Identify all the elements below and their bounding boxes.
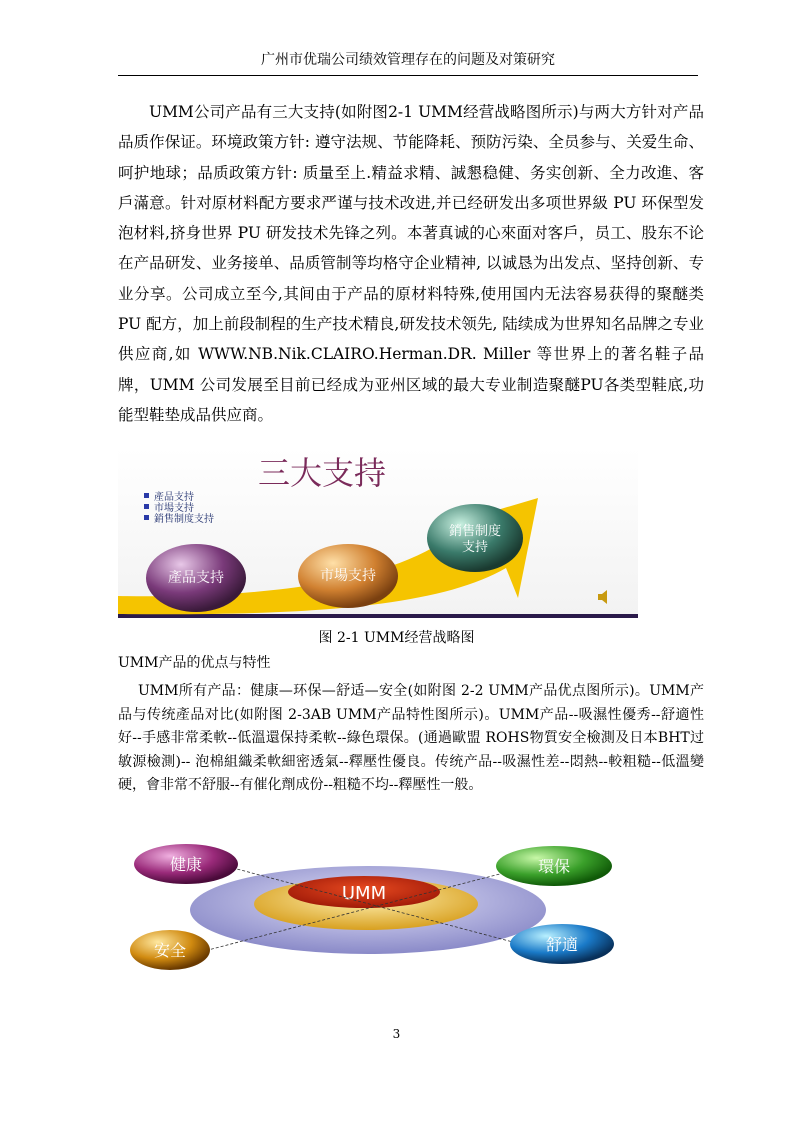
ball-label: 舒適 (545, 935, 579, 954)
strategy-diagram-svg (118, 448, 638, 618)
body-paragraph-1 (118, 97, 704, 430)
ball-label: 安全 (153, 941, 187, 960)
page-number: 3 (392, 1027, 401, 1041)
paragraph-text: UMM公司产品有三大支持(如附图2-1 UMM经营战略图所示)与两大方针对产品品质作保证。环境政策方针: 遵守法规、节能降耗、预防污染、全员参与、关爱生命、呵护地球；品质政策方针: 质量至上.精益求精、誠懇稳健、务实创新、全力改進、客戶滿意。针对原材料配方要求严谨与技术改进,并已经研发出多项世界級 PU 环保型发泡材料,挤身世界 PU 研发技术先锋之列。本著真诚的心來面对客戶，员工、股东不论在产品研发、业务接单、品质管制等均格守企业精神, 以诚恳为出发点、坚持创新、专业分享。公司成立至今,其间由于产品的原材料特殊,使用国内无法容易获得的聚醚类 PU 配方，加上前段制程的生产技术精良,研发技术领先, 陆续成为世界知名品牌之专业供应商,如 WWW.NB.Nik.CLAIRO.Herman.DR. Miller 等世界上的著名鞋子品牌，UMM 公司发展至目前已经成为亚州区域的最大专业制造聚醚PU各类型鞋底,功能型鞋垫成品供应商。 (118, 103, 704, 424)
figure1-title: 三大支持 (258, 454, 387, 492)
figure1-caption: 图 2-1 UMM经营战略图 (318, 630, 475, 646)
paragraph-text: UMM所有产品：健康—环保—舒适—安全(如附图 2-2 UMM产品优点图所示)。UMM产品与传统產品对比(如附图 2-3AB UMM产品特性图所示)。UMM产品--吸濕性優秀--舒適性好--手感非常柔軟--低溫還保持柔軟--綠色環保。(通過歐盟 ROHS物質安全檢測及日本BHT过敏源檢測)-- 泡棉組織柔軟細密透氣--釋壓性優良。传统产品--吸濕性差--悶熱--較粗糙--低溫變硬，會非常不舒服--有催化劑成份--粗糙不均--釋壓性一般。 (118, 683, 704, 793)
advantages-diagram-svg (128, 838, 620, 988)
page-header (118, 50, 698, 76)
ball-label: 健康 (169, 855, 203, 874)
figure-strategy-diagram (118, 448, 638, 618)
header-title: 广州市优瑞公司绩效管理存在的问题及对策研究 (261, 52, 555, 68)
body-paragraph-2 (118, 680, 704, 798)
ball-label: 銷售制度 (448, 524, 502, 539)
legend-item: 產品支持 (154, 492, 194, 503)
ball-label: 產品支持 (168, 570, 224, 586)
ball-label: 市場支持 (320, 568, 376, 584)
figure-umm-advantages (128, 838, 620, 988)
center-label: UMM (341, 883, 387, 904)
legend-item: 銷售制度支持 (154, 514, 214, 525)
ball-label: 環保 (537, 857, 571, 876)
section-subheading: UMM产品的优点与特性 (118, 655, 271, 671)
legend-item: 市場支持 (154, 503, 194, 514)
ball-label: 支持 (461, 540, 489, 555)
